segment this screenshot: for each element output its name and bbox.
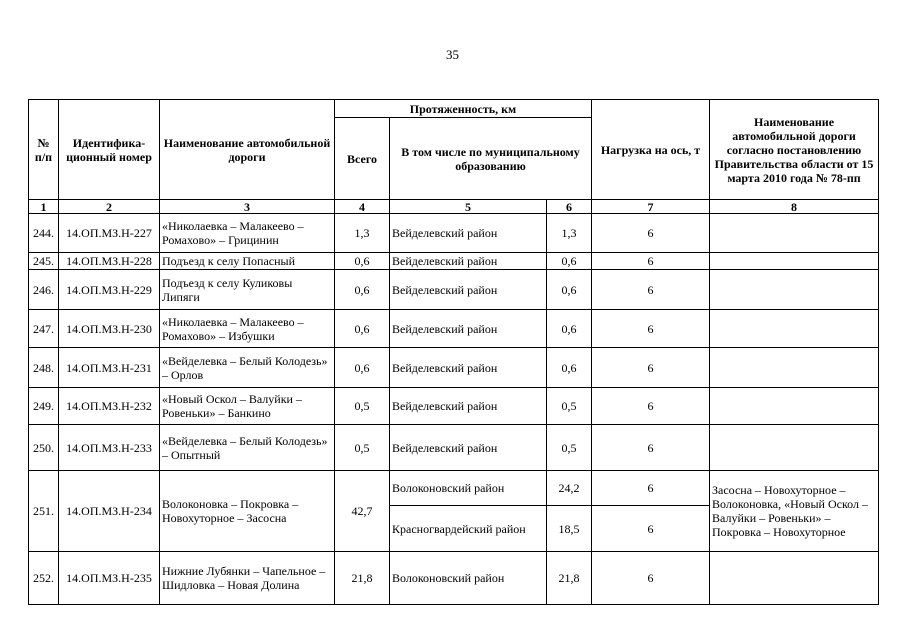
column-index-row	[29, 200, 879, 214]
length-total: 0,5	[335, 425, 390, 471]
header-length-group: Протяженность, км	[335, 100, 592, 118]
header-name-by-decree: Наименование автомобильной дороги согласно постановлению Правительства области от 15 марта 2010 года № 78-пп	[710, 100, 879, 200]
column-index: 7	[592, 200, 710, 214]
axle-load: 6	[592, 552, 710, 605]
district-km: 0,5	[547, 388, 592, 425]
length-total: 1,3	[335, 214, 390, 253]
header-axle-load: Нагрузка на ось, т	[592, 100, 710, 200]
road-id: 14.ОП.МЗ.Н-231	[59, 348, 160, 388]
page-number: 35	[446, 47, 459, 62]
header-by-municipality: В том числе по муниципальному образованию	[390, 118, 592, 200]
decree-name	[710, 348, 879, 388]
row-number: 247.	[29, 310, 59, 348]
road-id: 14.ОП.МЗ.Н-228	[59, 253, 160, 270]
column-index: 5	[390, 200, 547, 214]
road-name: Нижние Лубянки – Чапельное – Шидловка – Новая Долина	[160, 552, 335, 605]
length-total: 0,6	[335, 270, 390, 310]
road-name: «Вейделевка – Белый Колодезь» – Опытный	[160, 425, 335, 471]
road-name: Волоконовка – Покровка – Новохуторное – Засосна	[160, 471, 335, 552]
district-km: 0,6	[547, 310, 592, 348]
decree-name	[710, 214, 879, 253]
district-km: 0,6	[547, 253, 592, 270]
length-total: 0,6	[335, 348, 390, 388]
road-name: «Вейделевка – Белый Колодезь» – Орлов	[160, 348, 335, 388]
row-number: 250.	[29, 425, 59, 471]
header-num: № п/п	[29, 100, 59, 200]
header-name: Наименование автомобильной дороги	[160, 100, 335, 200]
road-name: Подъезд к селу Попасный	[160, 253, 335, 270]
table-row	[29, 425, 879, 471]
table-row	[29, 388, 879, 425]
column-index: 2	[59, 200, 160, 214]
row-number: 244.	[29, 214, 59, 253]
road-id: 14.ОП.МЗ.Н-233	[59, 425, 160, 471]
row-number: 252.	[29, 552, 59, 605]
district: Красногвардейский район	[390, 506, 547, 552]
district: Волоконовский район	[390, 471, 547, 506]
axle-load: 6	[592, 214, 710, 253]
axle-load: 6	[592, 270, 710, 310]
roads-table	[28, 99, 879, 605]
column-index: 1	[29, 200, 59, 214]
row-number: 246.	[29, 270, 59, 310]
district-km: 0,5	[547, 425, 592, 471]
district-km: 0,6	[547, 348, 592, 388]
road-name: «Новый Оскол – Валуйки – Ровеньки» – Банкино	[160, 388, 335, 425]
decree-name	[710, 552, 879, 605]
length-total: 0,6	[335, 253, 390, 270]
table-row	[29, 471, 879, 506]
decree-name: Засосна – Новохуторное – Волоконовка, «Новый Оскол – Валуйки – Ровеньки» – Покровка – Новохуторное	[710, 471, 879, 552]
axle-load: 6	[592, 471, 710, 506]
column-index: 8	[710, 200, 879, 214]
district: Вейделевский район	[390, 425, 547, 471]
axle-load: 6	[592, 310, 710, 348]
table-row	[29, 270, 879, 310]
road-name: «Николаевка – Малакеево – Ромахово» – Грицинин	[160, 214, 335, 253]
road-id: 14.ОП.МЗ.Н-230	[59, 310, 160, 348]
decree-name	[710, 388, 879, 425]
district: Вейделевский район	[390, 310, 547, 348]
header-total: Всего	[335, 118, 390, 200]
road-id: 14.ОП.МЗ.Н-227	[59, 214, 160, 253]
district-km: 0,6	[547, 270, 592, 310]
axle-load: 6	[592, 348, 710, 388]
length-total: 21,8	[335, 552, 390, 605]
district: Волоконовский район	[390, 552, 547, 605]
district: Вейделевский район	[390, 388, 547, 425]
length-total: 0,6	[335, 310, 390, 348]
district-km: 1,3	[547, 214, 592, 253]
district: Вейделевский район	[390, 348, 547, 388]
table-row	[29, 253, 879, 270]
district: Вейделевский район	[390, 214, 547, 253]
road-name: Подъезд к селу Куликовы Липяги	[160, 270, 335, 310]
district: Вейделевский район	[390, 270, 547, 310]
decree-name	[710, 310, 879, 348]
decree-name	[710, 270, 879, 310]
decree-name	[710, 253, 879, 270]
road-id: 14.ОП.МЗ.Н-229	[59, 270, 160, 310]
header-id: Идентифика-ционный номер	[59, 100, 160, 200]
district-km: 18,5	[547, 506, 592, 552]
table-row	[29, 348, 879, 388]
district-km: 24,2	[547, 471, 592, 506]
road-id: 14.ОП.МЗ.Н-234	[59, 471, 160, 552]
table-row	[29, 552, 879, 605]
table-row	[29, 214, 879, 253]
length-total: 42,7	[335, 471, 390, 552]
column-index: 3	[160, 200, 335, 214]
row-number: 251.	[29, 471, 59, 552]
axle-load: 6	[592, 506, 710, 552]
row-number: 248.	[29, 348, 59, 388]
district-km: 21,8	[547, 552, 592, 605]
length-total: 0,5	[335, 388, 390, 425]
column-index: 6	[547, 200, 592, 214]
column-index: 4	[335, 200, 390, 214]
road-id: 14.ОП.МЗ.Н-235	[59, 552, 160, 605]
road-id: 14.ОП.МЗ.Н-232	[59, 388, 160, 425]
district: Вейделевский район	[390, 253, 547, 270]
axle-load: 6	[592, 253, 710, 270]
axle-load: 6	[592, 388, 710, 425]
decree-name	[710, 425, 879, 471]
axle-load: 6	[592, 425, 710, 471]
table-row	[29, 310, 879, 348]
road-name: «Николаевка – Малакеево – Ромахово» – Избушки	[160, 310, 335, 348]
row-number: 249.	[29, 388, 59, 425]
row-number: 245.	[29, 253, 59, 270]
